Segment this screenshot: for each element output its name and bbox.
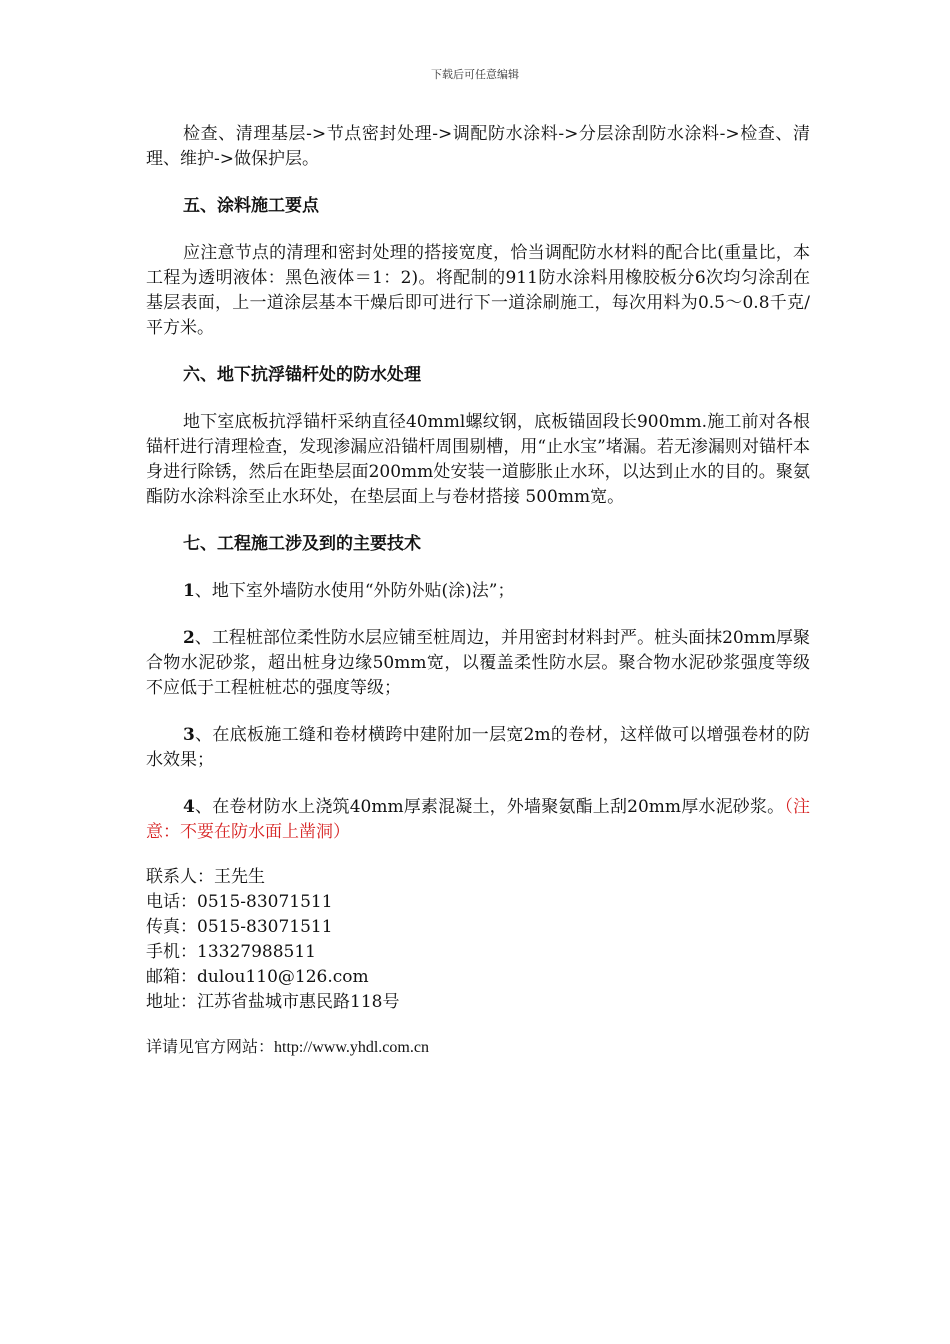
coating-paragraph: 应注意节点的清理和密封处理的搭接宽度，恰当调配防水材料的配合比(重量比，本工程为透明液体：黑色液体＝1：2)。将配制的911防水涂料用橡胶板分6次均匀涂刮在基层表面，上一道涂层基本干燥后即可进行下一道涂刷施工，每次用料为0.5～0.8千克/平方米。	[146, 243, 810, 338]
section-5-heading: 五、涂料施工要点	[183, 196, 319, 216]
website-line: 详请见官方网站：http://www.yhdl.com.cn	[146, 1039, 429, 1056]
anchor-paragraph: 地下室底板抗浮锚杆采纳直径40mml螺纹钢，底板锚固段长900mm.施工前对各根锚杆进行清理检查，发现渗漏应沿锚杆周围剔槽，用“止水宝”堵漏。若无渗漏则对锚杆本身进行除锈，然后在距垫层面200mm处安装一道膨胀止水环，以达到止水的目的。聚氨酯防水涂料涂至止水环处，在垫层面上与卷材搭接 500mm宽。	[146, 412, 810, 507]
warning-note: （注意：不要在防水面上凿洞）	[146, 797, 810, 842]
item-number: 2	[183, 628, 195, 648]
section-7-heading: 七、工程施工涉及到的主要技术	[183, 534, 421, 554]
contact-block	[146, 865, 810, 1015]
item-number: 1	[183, 581, 195, 601]
item-text: 、在卷材防水上浇筑40mm厚素混凝土，外墙聚氨酯上刮20mm厚水泥砂浆。	[194, 797, 785, 817]
contact-fax: 传真：0515-83071511	[146, 917, 333, 937]
item-text: 、工程桩部位柔性防水层应铺至桩周边，并用密封材料封严。桩头面抹20mm厚聚合物水泥砂浆，超出桩身边缘50mm宽，以覆盖柔性防水层。聚合物水泥砂浆强度等级不应低于工程桩桩芯的强度等级；	[146, 628, 810, 698]
process-paragraph: 检查、清理基层->节点密封处理->调配防水涂料->分层涂刮防水涂料->检查、清理、维护->做保护层。	[146, 124, 810, 169]
item-text: 、地下室外墙防水使用“外防外贴(涂)法”；	[194, 581, 515, 601]
contact-person: 联系人：王先生	[146, 867, 265, 887]
page-header: 下载后可任意编辑	[431, 68, 519, 81]
tech-item-2	[146, 626, 810, 701]
section-6-heading: 六、地下抗浮锚杆处的防水处理	[183, 365, 421, 385]
contact-phone: 电话：0515-83071511	[146, 892, 333, 912]
contact-mobile: 手机：13327988511	[146, 942, 316, 962]
contact-address: 地址：江苏省盐城市惠民路118号	[146, 992, 400, 1012]
tech-item-3	[146, 723, 810, 773]
item-number: 4	[183, 797, 195, 817]
tech-item-1	[146, 579, 810, 604]
item-number: 3	[183, 725, 195, 745]
tech-item-4	[146, 795, 810, 845]
document-body	[146, 122, 810, 1060]
item-text: 、在底板施工缝和卷材横跨中建附加一层宽2m的卷材，这样做可以增强卷材的防水效果；	[146, 725, 810, 770]
contact-email: 邮箱：dulou110@126.com	[146, 967, 369, 987]
